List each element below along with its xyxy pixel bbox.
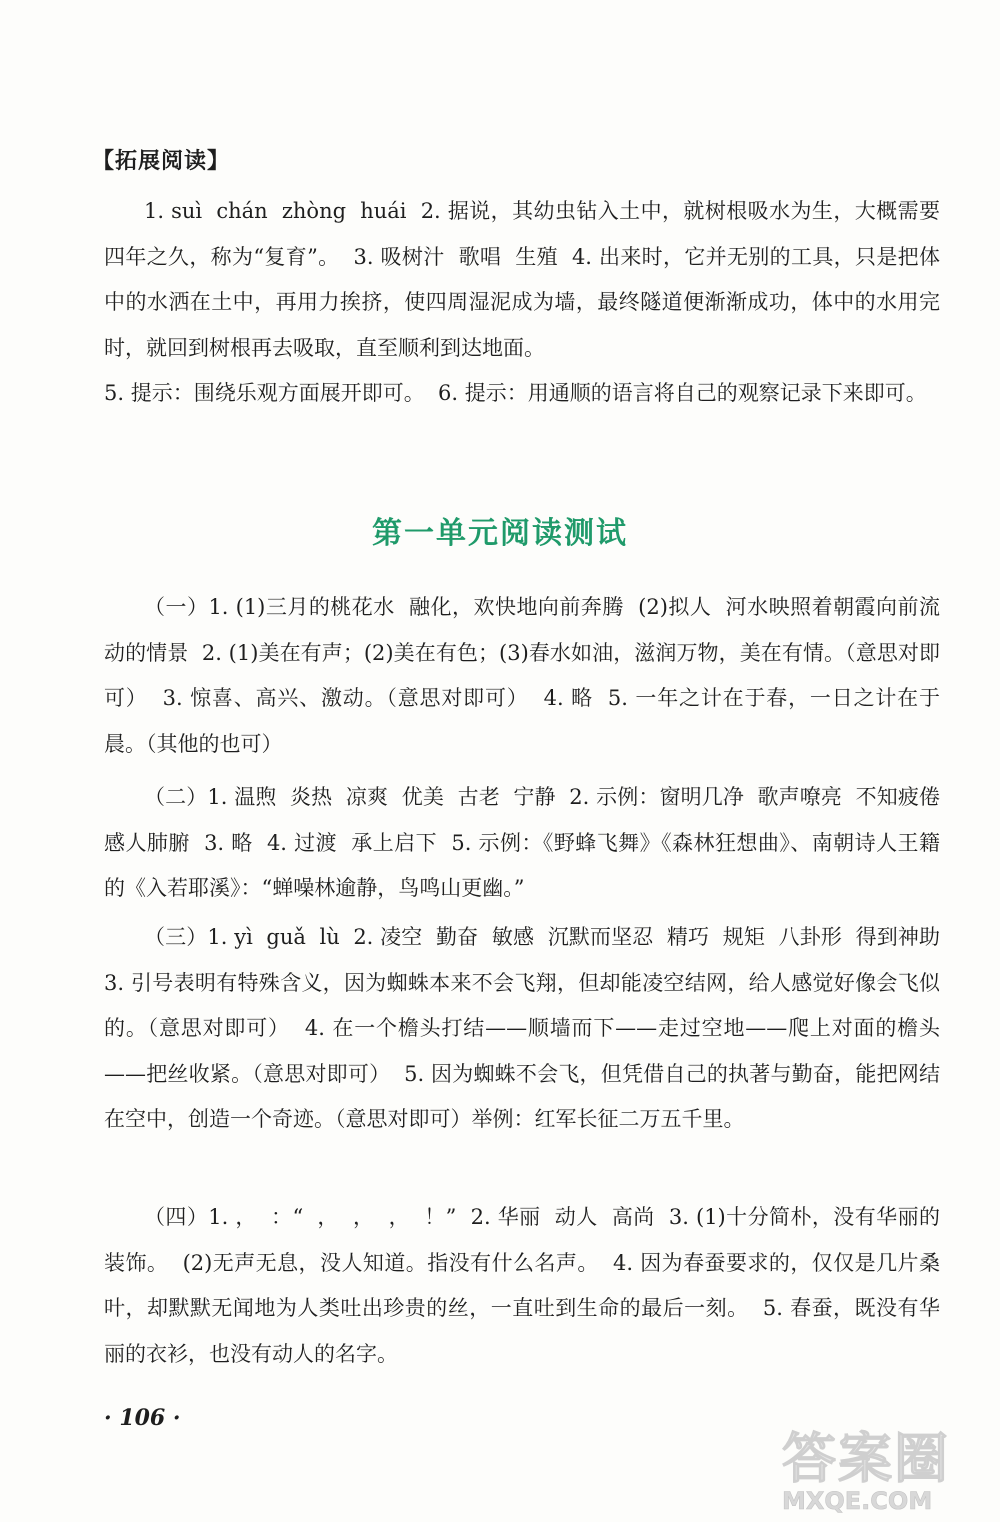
extended-reading-answers: 1. suì chán zhòng huái 2. 据说，其幼虫钻入土中，就树根吸水为生，大概需要四年之久，称为“复育”。 3. 吸树汁 歌唱 生殖 4. 出来时，它并无别的工具，只是把体中的水洒在土中，再用力挨挤，使四周湿泥成为墙，最终隧道便渐渐成功，体中的水用完时，就回到树根再去吸取，直至顺利到达地面。 5. 提示：围绕乐观方面展开即可。 6. 提示：用通顺的语言将自己的观察记录下来即可。	[104, 199, 940, 405]
watermark-site-text: MXQE.COM	[782, 1487, 933, 1515]
answer-group-1: （一）1. (1)三月的桃花水 融化，欢快地向前奔腾 (2)拟人 河水映照着朝霞向前流动的情景 2. (1)美在有声；(2)美在有色；(3)春水如油，滋润万物，美在有情。（意思对即可） 3. 惊喜、高兴、激动。（意思对即可） 4. 略 5. 一年之计在于春，一日之计在于晨。（其他的也可）	[104, 595, 940, 756]
watermark-logo	[782, 1416, 994, 1516]
answer-group-2: （二）1. 温煦 炎热 凉爽 优美 古老 宁静 2. 示例：窗明几净 歌声嘹亮 不知疲倦 感人肺腑 3. 略 4. 过渡 承上启下 5. 示例：《野蜂飞舞》《森林狂想曲》、南朝诗人王籍的《入若耶溪》：“蝉噪林逾静，鸟鸣山更幽。”	[104, 785, 954, 900]
page-number: · 106 ·	[104, 1405, 181, 1431]
watermark-logo-text: 答案圈	[782, 1427, 950, 1490]
answer-group-3: （三）1. yì guǎ lù 2. 凌空 勤奋 敏感 沉默而坚忍 精巧 规矩 八卦形 得到神助 3. 引号表明有特殊含义，因为蜘蛛本来不会飞翔，但却能凌空结网，给人感觉好像会飞似的。（意思对即可） 4. 在一个檐头打结——顺墙而下——走过空地——爬上对面的檐头——把丝收紧。（意思对即可） 5. 因为蜘蛛不会飞，但凭借自己的执著与勤奋，能把网结在空中，创造一个奇迹。（意思对即可）举例：红军长征二万五千里。	[104, 925, 954, 1131]
unit-test-title: 第一单元阅读测试	[372, 516, 628, 551]
extended-reading-heading: 【拓展阅读】	[92, 149, 231, 174]
answer-group-4: （四）1. ， ：“ ， ， ， ！” 2. 华丽 动人 高尚 3. (1)十分简朴，没有华丽的装饰。 (2)无声无息，没人知道。指没有什么名声。 4. 因为春蚕要求的，仅仅是几片桑叶，却默默无闻地为人类吐出珍贵的丝，一直吐到生命的最后一刻。 5. 春蚕，既没有华丽的衣衫，也没有动人的名字。	[104, 1205, 940, 1366]
